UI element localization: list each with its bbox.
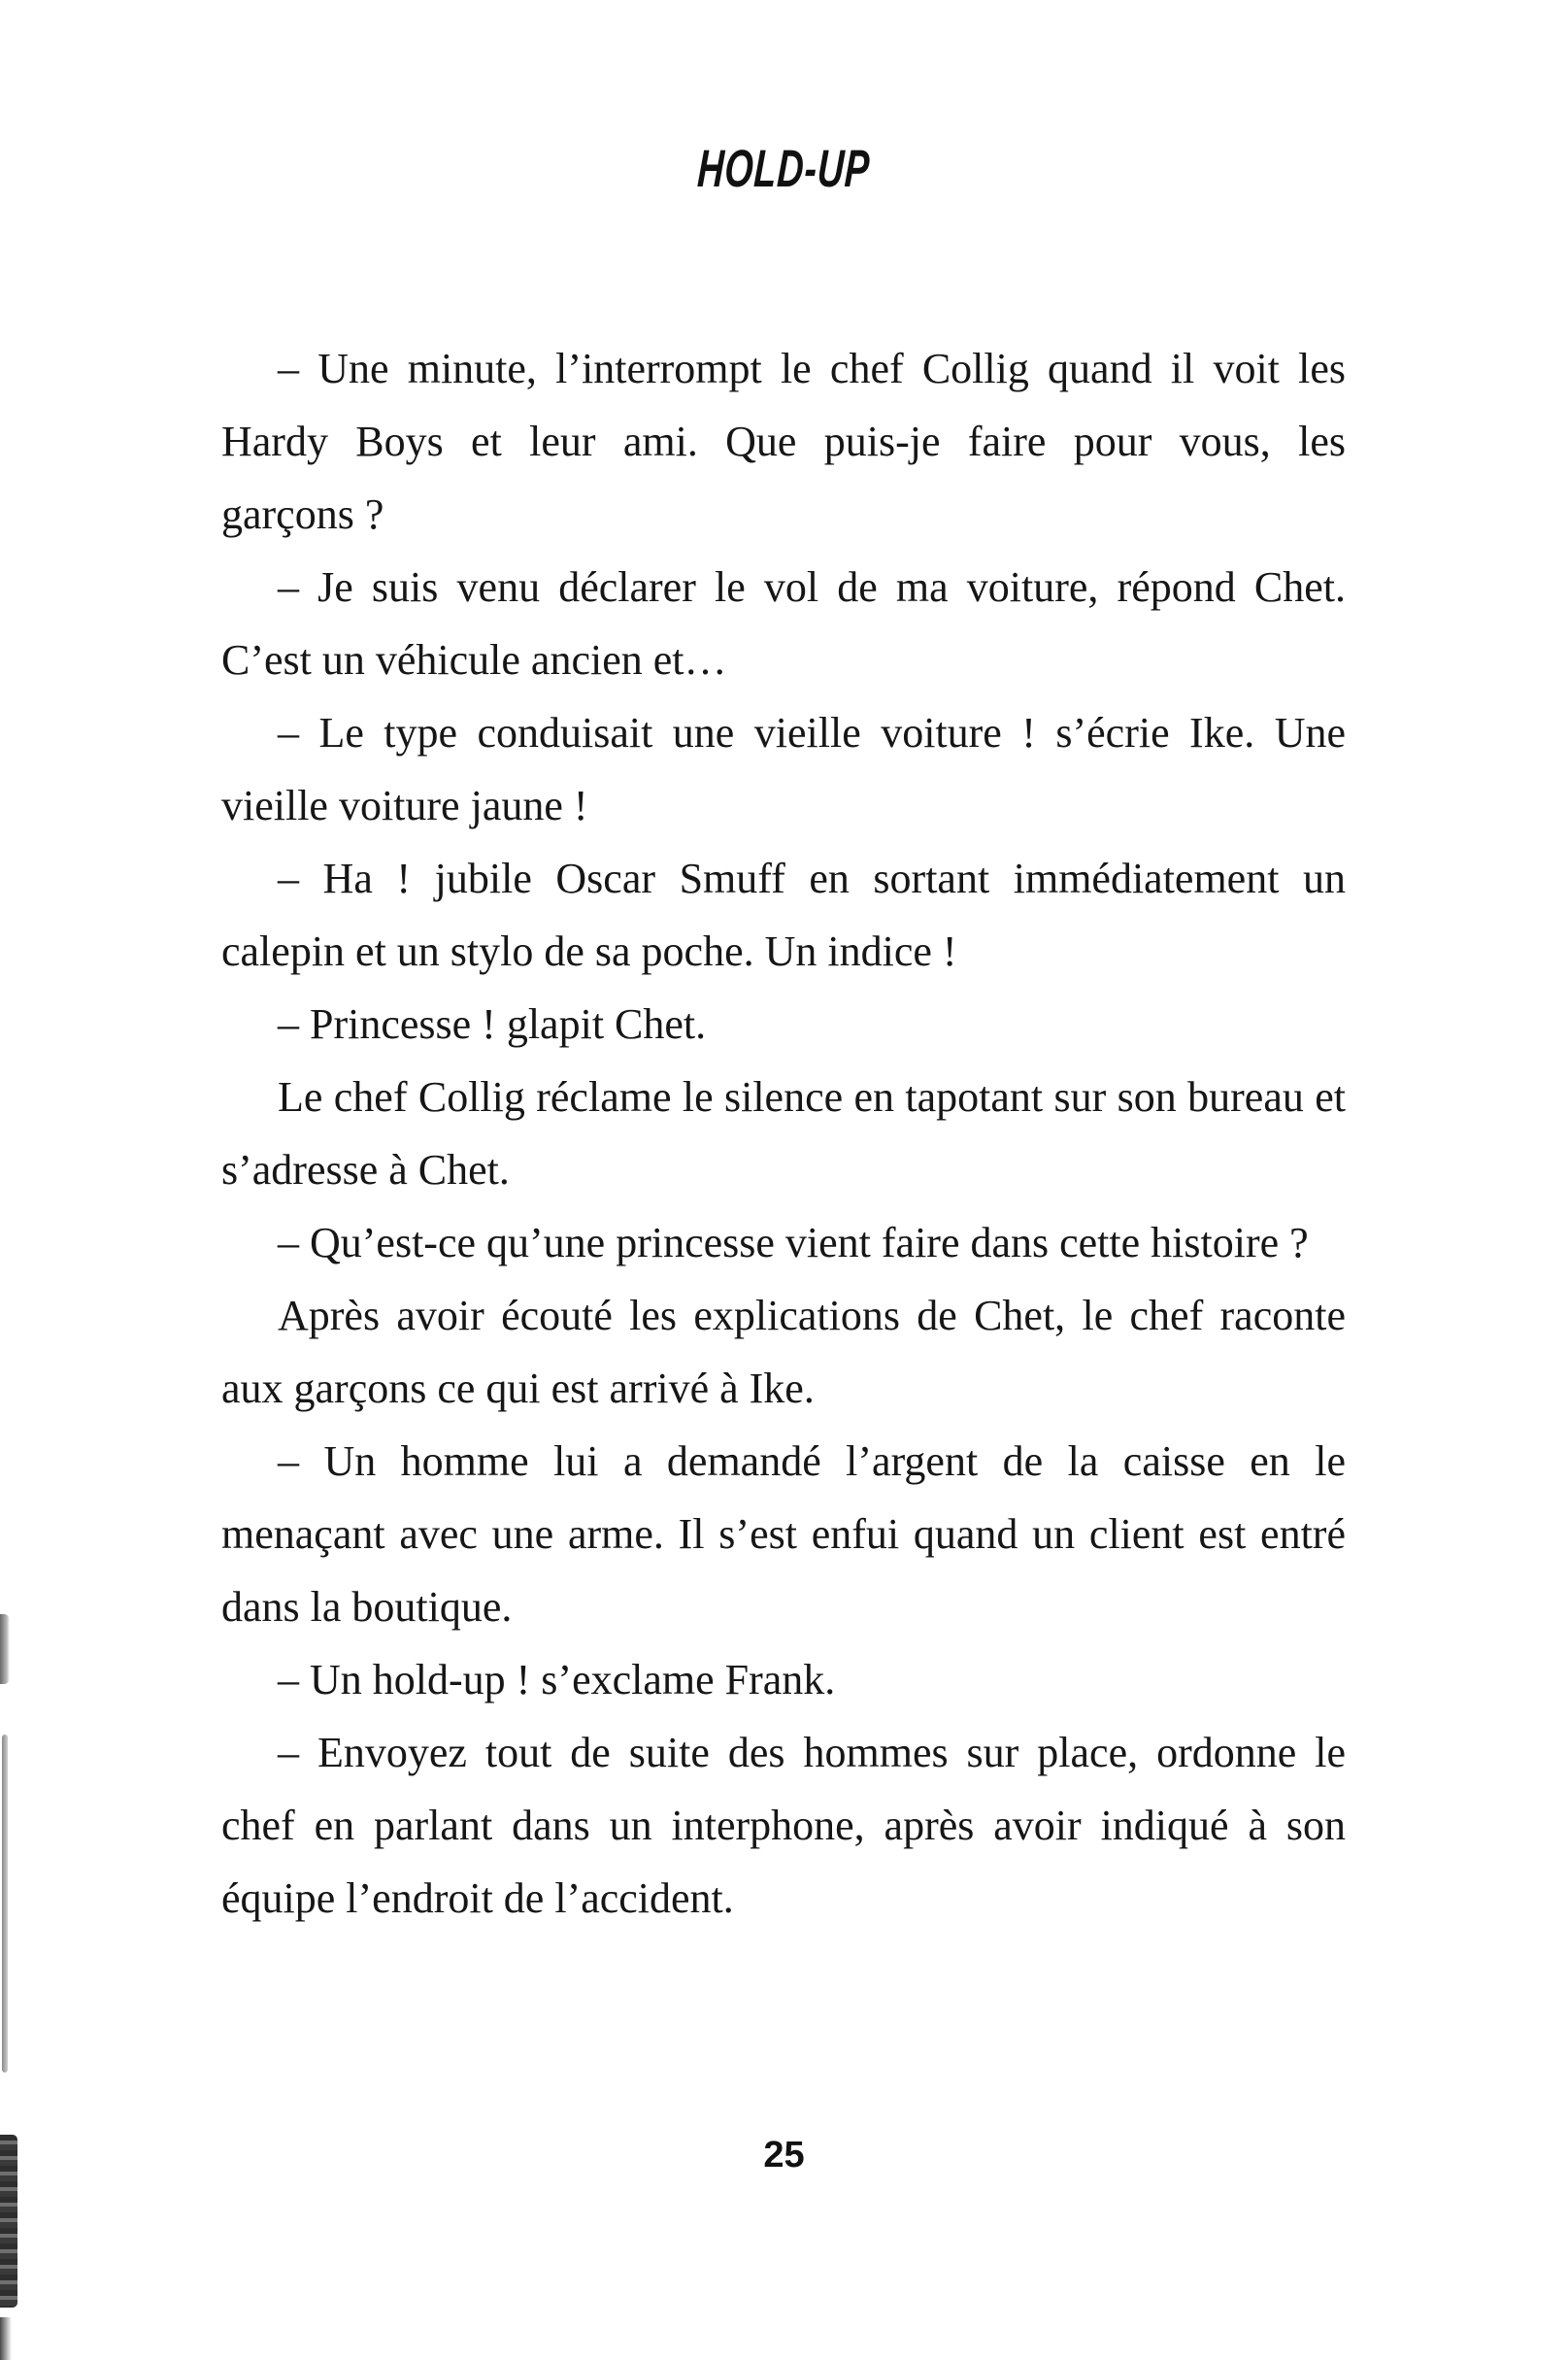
text-block	[221, 332, 1346, 1935]
paragraph: – Envoyez tout de suite des hommes sur place, ordonne le chef en parlant dans un interphone, après avoir indiqué à son équipe l’endroit de l’accident.	[221, 1729, 1346, 1922]
paragraph: Après avoir écouté les explications de Chet, le chef raconte aux garçons ce qui est arrivé à Ike.	[221, 1292, 1346, 1412]
running-header	[0, 138, 1568, 198]
paragraph: – Le type conduisait une vieille voiture ! s’écrie Ike. Une vieille voiture jaune !	[221, 709, 1346, 829]
running-header-text: HOLD-UP	[696, 138, 872, 198]
paragraph: – Qu’est-ce qu’une princesse vient faire dans cette histoire ?	[278, 1219, 1309, 1266]
paragraph: – Ha ! jubile Oscar Smuff en sortant immédiatement un calepin et un stylo de sa poche. Un indice !	[221, 855, 1346, 975]
paragraph: – Princesse ! glapit Chet.	[278, 1000, 707, 1048]
paragraph: – Je suis venu déclarer le vol de ma voiture, répond Chet. C’est un véhicule ancien et…	[221, 563, 1346, 684]
scan-artifact	[0, 1614, 10, 1684]
scan-artifact	[0, 2317, 12, 2360]
scan-artifact	[2, 1735, 8, 2073]
page-number: 25	[763, 2135, 805, 2175]
paragraph: – Un homme lui a demandé l’argent de la caisse en le menaçant avec une arme. Il s’est enfui quand un client est entré dans la boutique.	[221, 1437, 1346, 1631]
paragraph: – Une minute, l’interrompt le chef Collig quand il voit les Hardy Boys et leur ami. Que puis-je faire pour vous, les garçons ?	[221, 345, 1346, 538]
paragraph: Le chef Collig réclame le silence en tapotant sur son bureau et s’adresse à Chet.	[221, 1073, 1346, 1194]
paragraph: – Un hold-up ! s’exclame Frank.	[278, 1656, 836, 1703]
